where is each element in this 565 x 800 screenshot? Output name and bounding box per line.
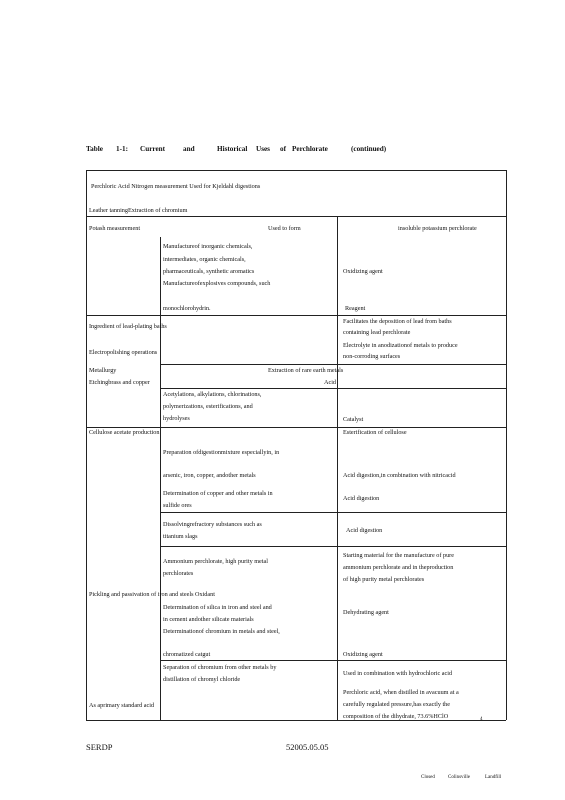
cell-starting-3: of high purity metal perchlorates (343, 576, 425, 583)
cell-potash-use-2: insoluble potassium perchlorate (398, 225, 477, 232)
cell-catgut: chromatized catgut (163, 651, 211, 658)
caption-w1: Current (140, 145, 166, 153)
cell-catalyst: Catalyst (343, 416, 364, 423)
cell-silica-1: Determination of silica in iron and steel and (163, 604, 272, 611)
footer-tag-colinsville: Colinsville (448, 775, 470, 780)
cell-copper-2: sulfide ores (163, 502, 192, 509)
cell-arsenic: arsenic, iron, copper, andother metals (163, 472, 256, 479)
cell-hydrochloric: Used in combination with hydrochloric acid (343, 670, 453, 677)
cell-lead-2: containing lead perchlorate (343, 329, 411, 336)
footer-tag-closed: Closed (421, 775, 435, 780)
caption-w7: (continued) (351, 145, 387, 153)
caption-table: Table (86, 145, 103, 153)
rule-h4 (160, 388, 506, 389)
row-cellulose-acetate: Cellulose acetate production (89, 429, 160, 436)
row-electropolishing: Electropolishing operations (89, 349, 158, 356)
caption-w6: Perchlorate (292, 145, 328, 153)
cell-metallurgy: Extraction of rare earth metals (268, 367, 344, 374)
row-potash: Potash measurement (89, 225, 141, 232)
cell-manufacture-4: Manufactureofexplosives compounds, such (163, 280, 271, 287)
cell-starting-2: ammonium perchlorate and in theproduction (343, 564, 454, 571)
rule-h1 (86, 216, 506, 217)
cell-perchloric-2: carefully regulated pressure,has exactly the (343, 701, 451, 708)
cell-manufacture-3: pharmaceuticals, synthetic aromatics (163, 268, 255, 275)
cell-silica-2: in cement andother silicate materials (163, 616, 254, 623)
rule-left (86, 170, 87, 720)
rule-h2 (86, 315, 506, 316)
cell-digestion-1: Acid digestion (343, 495, 380, 502)
cell-dehydrating: Dehydrating agent (343, 609, 389, 616)
cell-oxidizing-2: Oxidizing agent (343, 651, 383, 658)
cell-ammonium-1: Ammonium perchlorate, high purity metal (163, 558, 268, 565)
caption-w4: Uses (256, 145, 270, 153)
cell-refractory-2: titanium slags (163, 533, 198, 540)
cell-esterification: Esterification of cellulose (343, 429, 407, 436)
footer-date: 52005.05.05 (286, 742, 329, 752)
cell-acetylations-1: Acetylations, alkylations, chlorinations, (163, 391, 262, 398)
cell-chromium-steel: Determinationof chromium in metals and steel, (163, 628, 280, 635)
cell-acetylations-3: hydrolyses (163, 415, 190, 422)
cell-digestion-nitric: Acid digestion,in combination with nitricacid (343, 472, 456, 479)
cell-manufacture-2: intermediates, organic chemicals, (163, 256, 246, 263)
rule-h8 (160, 660, 506, 661)
rule-h5 (86, 427, 506, 428)
cell-perchloric-3: composition of the dihydrate, 73.6%HClO (343, 713, 449, 720)
cell-manufacture-5: monochlorohydrin. (163, 305, 211, 312)
cell-reagent: Reagent (345, 305, 366, 312)
cell-preparation: Preparation ofdigestionmixture especiallyin, in (163, 449, 280, 456)
rule-h7 (160, 546, 506, 547)
cell-starting-1: Starting material for the manufacture of pure (343, 552, 454, 559)
row-etching: Etchingbrass and copper (89, 379, 150, 386)
row-primary-standard: As aprimary standard acid (89, 702, 155, 709)
caption-num: 1-1: (116, 145, 128, 153)
caption-w5: of (280, 145, 286, 153)
row-metallurgy: Metallurgy (89, 367, 117, 374)
footer-tag-landfill: Landfill (485, 775, 502, 780)
row-lead-plating: Ingredient of lead-plating baths (89, 323, 167, 330)
cell-electro-2: non-corroding surfaces (343, 353, 401, 360)
caption-w2: and (183, 145, 195, 153)
rule-h6 (160, 512, 506, 513)
rule-v2 (337, 216, 338, 720)
cell-ammonium-2: perchlorates (163, 570, 194, 577)
cell-separation-1: Separation of chromium from other metals by (163, 664, 277, 671)
cell-lead-1: Facilitates the deposition of lead from baths (343, 318, 452, 325)
rule-right (506, 170, 507, 720)
cell-acetylations-2: polymerizations, esterifications, and (163, 403, 253, 410)
row-leather-tanning: Leather tanningExtraction of chromium (89, 207, 188, 214)
cell-separation-2: distillation of chromyl chloride (163, 676, 241, 683)
footer-serdp: SERDP (86, 742, 113, 752)
cell-refractory-1: Dissolvingrefractory substances such as (163, 521, 262, 528)
cell-perchloric-1: Perchloric acid, when distilled in avacuum at a (343, 689, 459, 696)
rule-h3 (160, 364, 506, 365)
cell-electro-1: Electrolyte in anodizationof metals to produce (343, 342, 458, 349)
cell-potash-use: Used to form (268, 225, 301, 232)
cell-etching: Acid (324, 379, 337, 386)
cell-oxidizing: Oxidizing agent (343, 268, 383, 275)
cell-subscript: 4 (480, 717, 483, 722)
cell-manufacture-1: Manufactureof inorganic chemicals, (163, 243, 253, 250)
rule-v1 (160, 237, 161, 720)
row-perchloric-acid: Perchloric Acid Nitrogen measurement Used for Kjeldahl digestions (91, 183, 261, 190)
cell-copper-1: Determination of copper and other metals in (163, 490, 273, 497)
rule-top (86, 170, 506, 171)
caption-w3: Historical (217, 145, 248, 153)
row-pickling: Pickling and passivation of iron and steels Oxidant (89, 591, 215, 598)
cell-digestion-2: Acid digestion (346, 527, 383, 534)
